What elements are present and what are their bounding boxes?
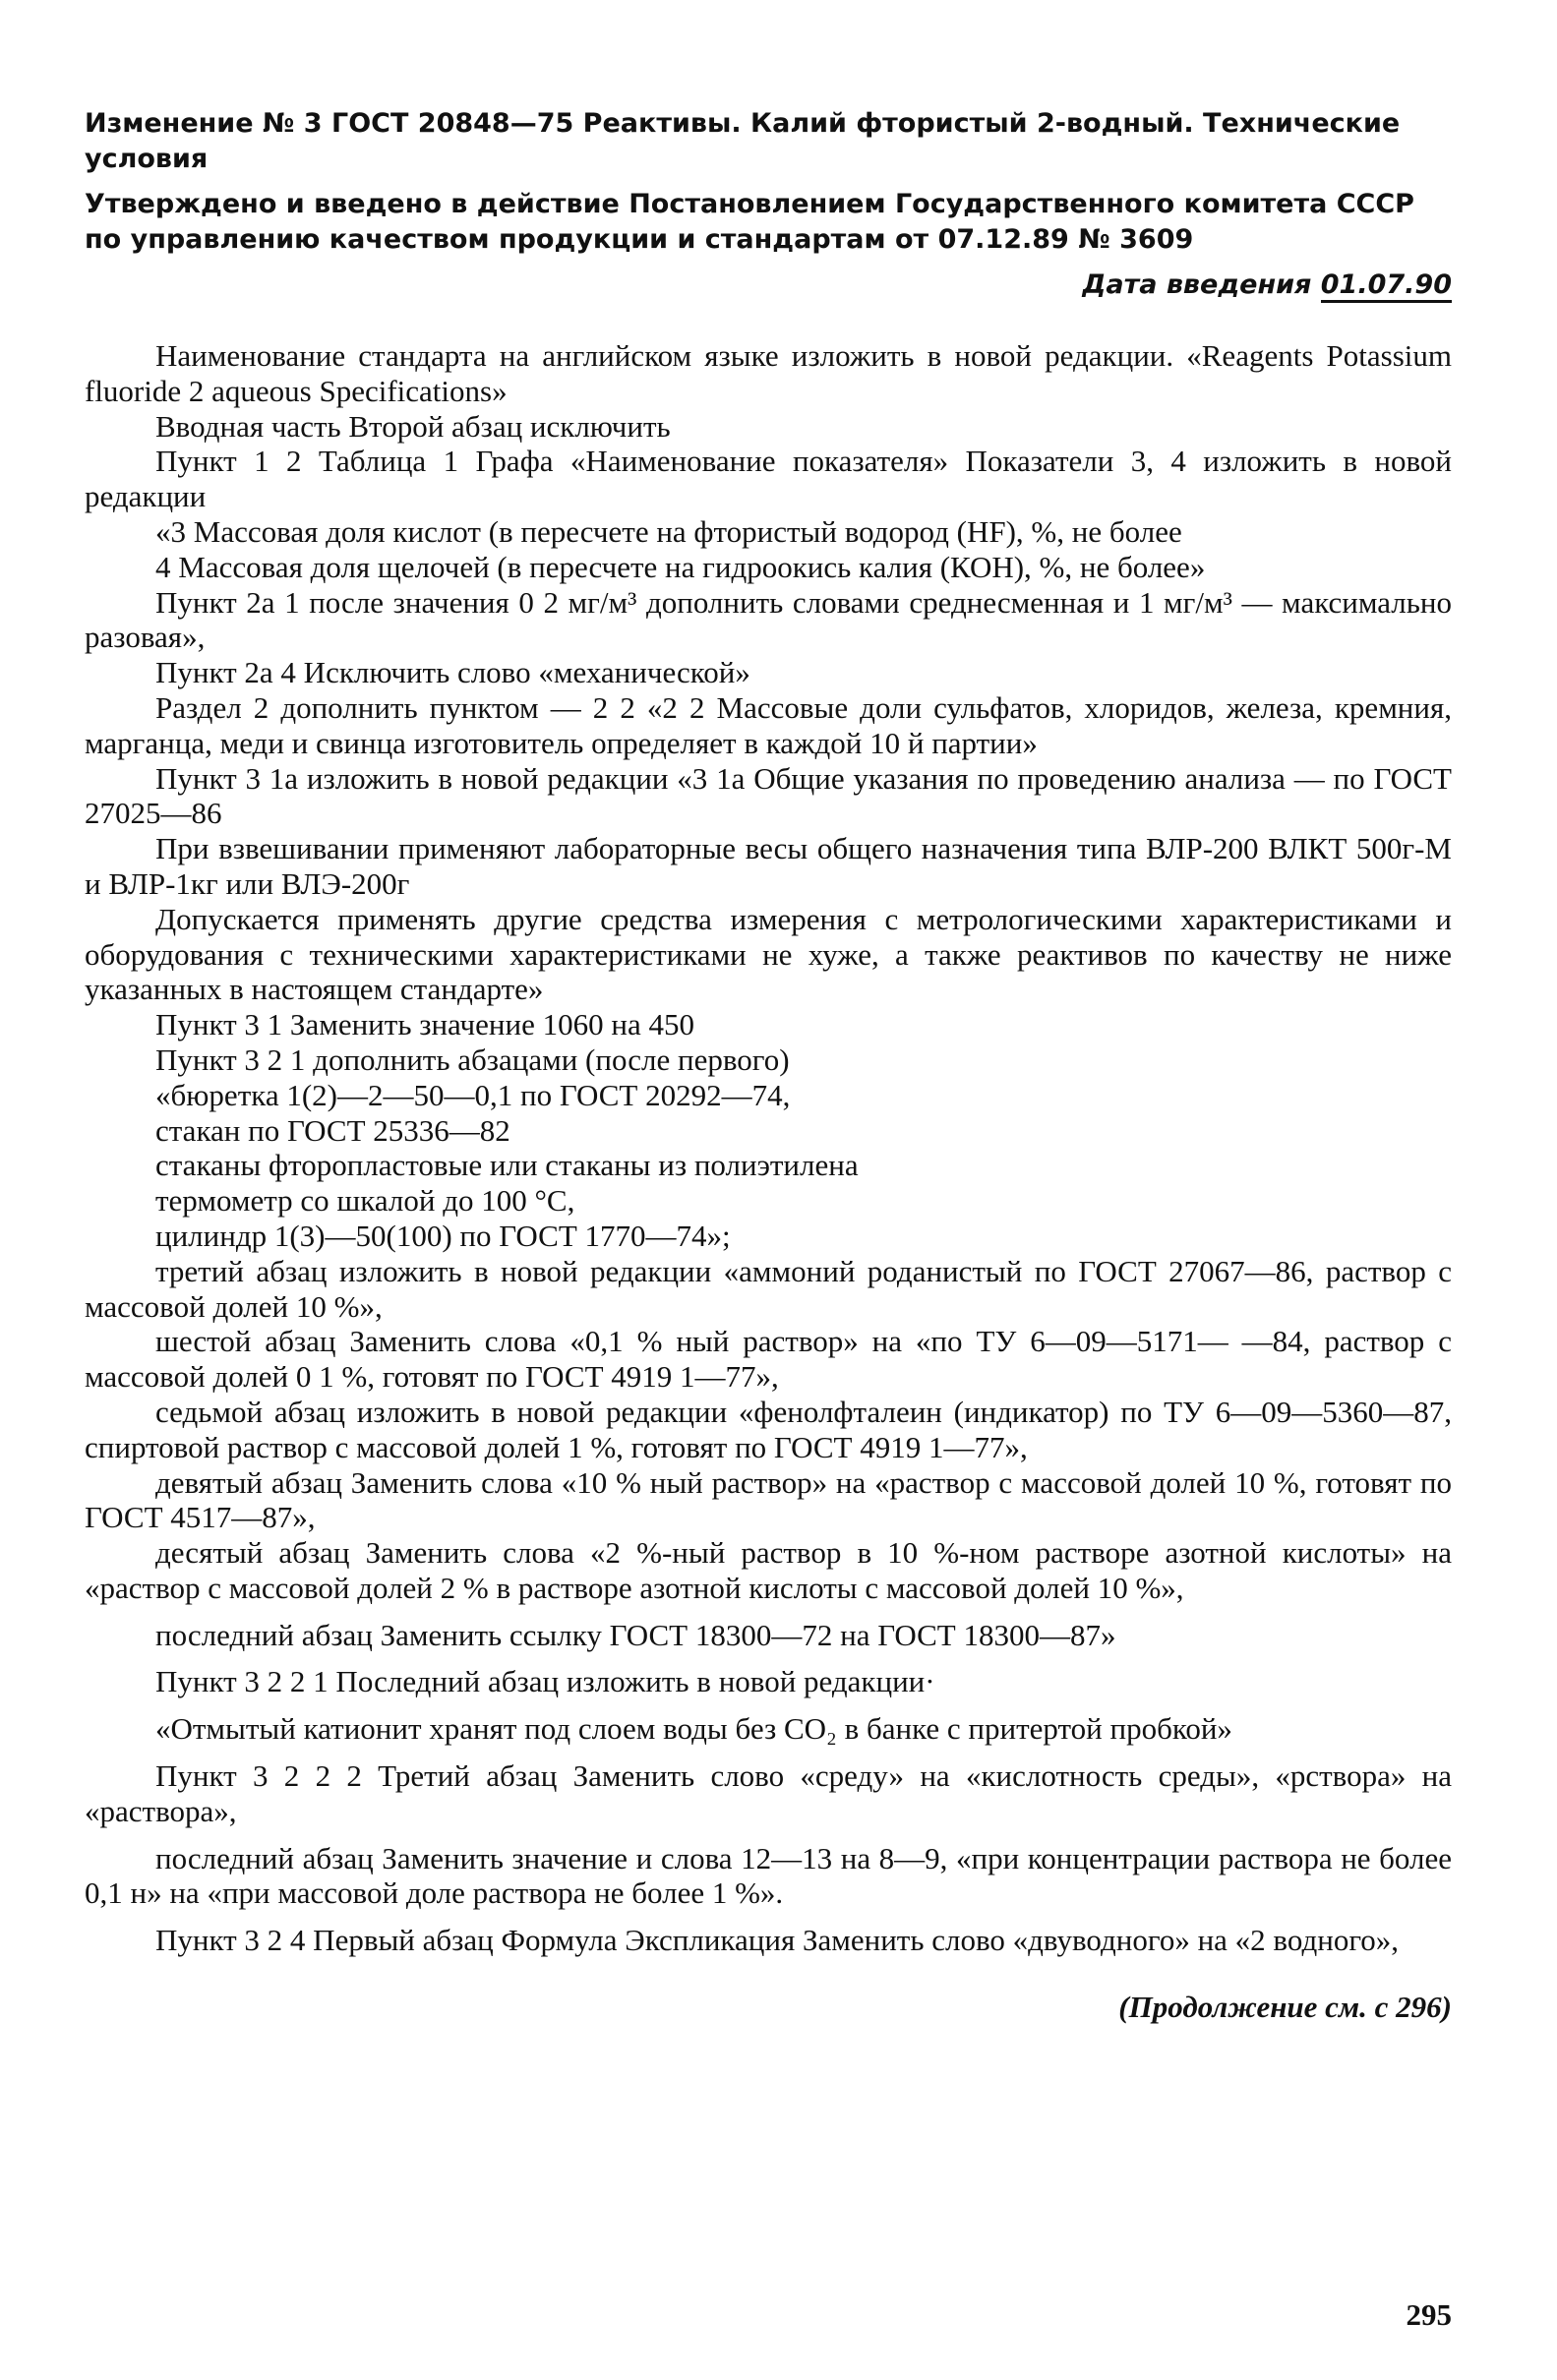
document-page bbox=[85, 106, 1452, 2027]
paragraph: «бюретка 1(2)—2—50—0,1 по ГОСТ 20292—74, bbox=[155, 1077, 791, 1112]
paragraph: Пункт 3 1 Заменить значение 1060 на 450 bbox=[155, 1007, 694, 1042]
paragraph: Пункт 3 2 1 дополнить абзацами (после первого) bbox=[155, 1041, 790, 1077]
paragraph: стаканы фторопластовые или стаканы из полиэтилена bbox=[155, 1148, 859, 1183]
paragraph: Пункт 3 2 2 1 Последний абзац изложить в новой редакции· bbox=[155, 1664, 935, 1699]
approval-statement: Утверждено и введено в действие Постановлением Государственного комитета СССР по управлению качеством продукции и стандартам от 07.12.89 № 3609 bbox=[85, 189, 1414, 255]
paragraph: 4 Массовая доля щелочей (в пересчете на гидроокись калия (КОН), %, не более» bbox=[155, 549, 1206, 584]
effective-date-label: Дата введения bbox=[1082, 269, 1312, 300]
continuation-note: (Продолжение см. с 296) bbox=[1118, 1990, 1452, 2025]
page-number: 295 bbox=[1406, 2297, 1452, 2332]
paragraph: Пункт 2а 1 после значения 0 2 мг/м³ дополнить словами среднесменная и 1 мг/м³ — максимально разовая», bbox=[85, 584, 1452, 655]
paragraph: При взвешивании применяют лабораторные весы общего назначения типа ВЛР-200 ВЛКТ 500г-М и ВЛР-1кг или ВЛЭ-200г bbox=[85, 831, 1452, 901]
effective-date-value: 01.07.90 bbox=[1321, 269, 1452, 303]
paragraph: термометр со шкалой до 100 °С, bbox=[155, 1183, 575, 1219]
paragraph: «3 Массовая доля кислот (в пересчете на фтористый водород (HF), %, не более bbox=[155, 513, 1182, 549]
paragraph: десятый абзац Заменить слова «2 %-ный раствор в 10 %-ном растворе азотной кислоты» на «раствор с массовой долей 2 % в растворе азотной кислоты с массовой долей 10 %», bbox=[85, 1535, 1452, 1605]
paragraph: седьмой абзац изложить в новой редакции «фенолфталеин (индикатор) по ТУ 6—09—5360—87, спиртовой раствор с массовой долей 1 %, готовят по ГОСТ 4919 1—77», bbox=[85, 1394, 1452, 1464]
paragraph: девятый абзац Заменить слова «10 % ный раствор» на «раствор с массовой долей 10 %, готовят по ГОСТ 4517—87», bbox=[85, 1464, 1452, 1535]
document-title: Изменение № 3 ГОСТ 20848—75 Реактивы. Калий фтористый 2-водный. Технические условия bbox=[85, 108, 1401, 174]
paragraph: Раздел 2 дополнить пунктом — 2 2 «2 2 Массовые доли сульфатов, хлоридов, железа, кремния, марганца, меди и свинца изготовитель определяет в каждой 10 й партии» bbox=[85, 689, 1452, 760]
paragraph: «Отмытый катионит хранят под слоем воды без CO₂ в банке с притертой пробкой» bbox=[155, 1711, 1232, 1747]
document-body bbox=[85, 338, 1452, 1958]
paragraph: Допускается применять другие средства измерения с метрологическими характеристиками и оборудования с техническими характеристиками не хуже, а также реактивов по качеству не ниже указанных в настоящем стандарте» bbox=[85, 901, 1452, 1007]
paragraph: Пункт 3 2 2 2 Третий абзац Заменить слово «среду» на «кислотность среды», «рствора» на «раствора», bbox=[85, 1758, 1452, 1828]
paragraph: Вводная часть Второй абзац исключить bbox=[155, 408, 671, 444]
paragraph: Пункт 3 1а изложить в новой редакции «3 1а Общие указания по проведению анализа — по ГОСТ 27025—86 bbox=[85, 760, 1452, 831]
paragraph: Пункт 2а 4 Исключить слово «механической» bbox=[155, 655, 750, 690]
paragraph: последний абзац Заменить ссылку ГОСТ 18300—72 на ГОСТ 18300—87» bbox=[155, 1617, 1116, 1652]
paragraph: шестой абзац Заменить слова «0,1 % ный раствор» на «по ТУ 6—09—5171— —84, раствор с массовой долей 0 1 %, готовят по ГОСТ 4919 1—77», bbox=[85, 1324, 1452, 1395]
paragraph: Наименование стандарта на английском языке изложить в новой редакции. «Reagents Potassium fluoride 2 aqueous Specifications» bbox=[85, 338, 1452, 408]
paragraph: цилиндр 1(3)—50(100) по ГОСТ 1770—74»; bbox=[155, 1218, 731, 1253]
paragraph: Пункт 1 2 Таблица 1 Графа «Наименование показателя» Показатели 3, 4 изложить в новой редакции bbox=[85, 444, 1452, 514]
effective-date bbox=[85, 268, 1452, 303]
paragraph: Пункт 3 2 4 Первый абзац Формула Экспликация Заменить слово «двуводного» на «2 водного», bbox=[155, 1923, 1400, 1958]
paragraph: третий абзац изложить в новой редакции «аммоний роданистый по ГОСТ 27067—86, раствор с массовой долей 10 %», bbox=[85, 1253, 1452, 1324]
paragraph: стакан по ГОСТ 25336—82 bbox=[155, 1112, 510, 1148]
paragraph: последний абзац Заменить значение и слова 12—13 на 8—9, «при концентрации раствора не более 0,1 н» на «при массовой доле раствора не более 1 %». bbox=[85, 1840, 1452, 1911]
